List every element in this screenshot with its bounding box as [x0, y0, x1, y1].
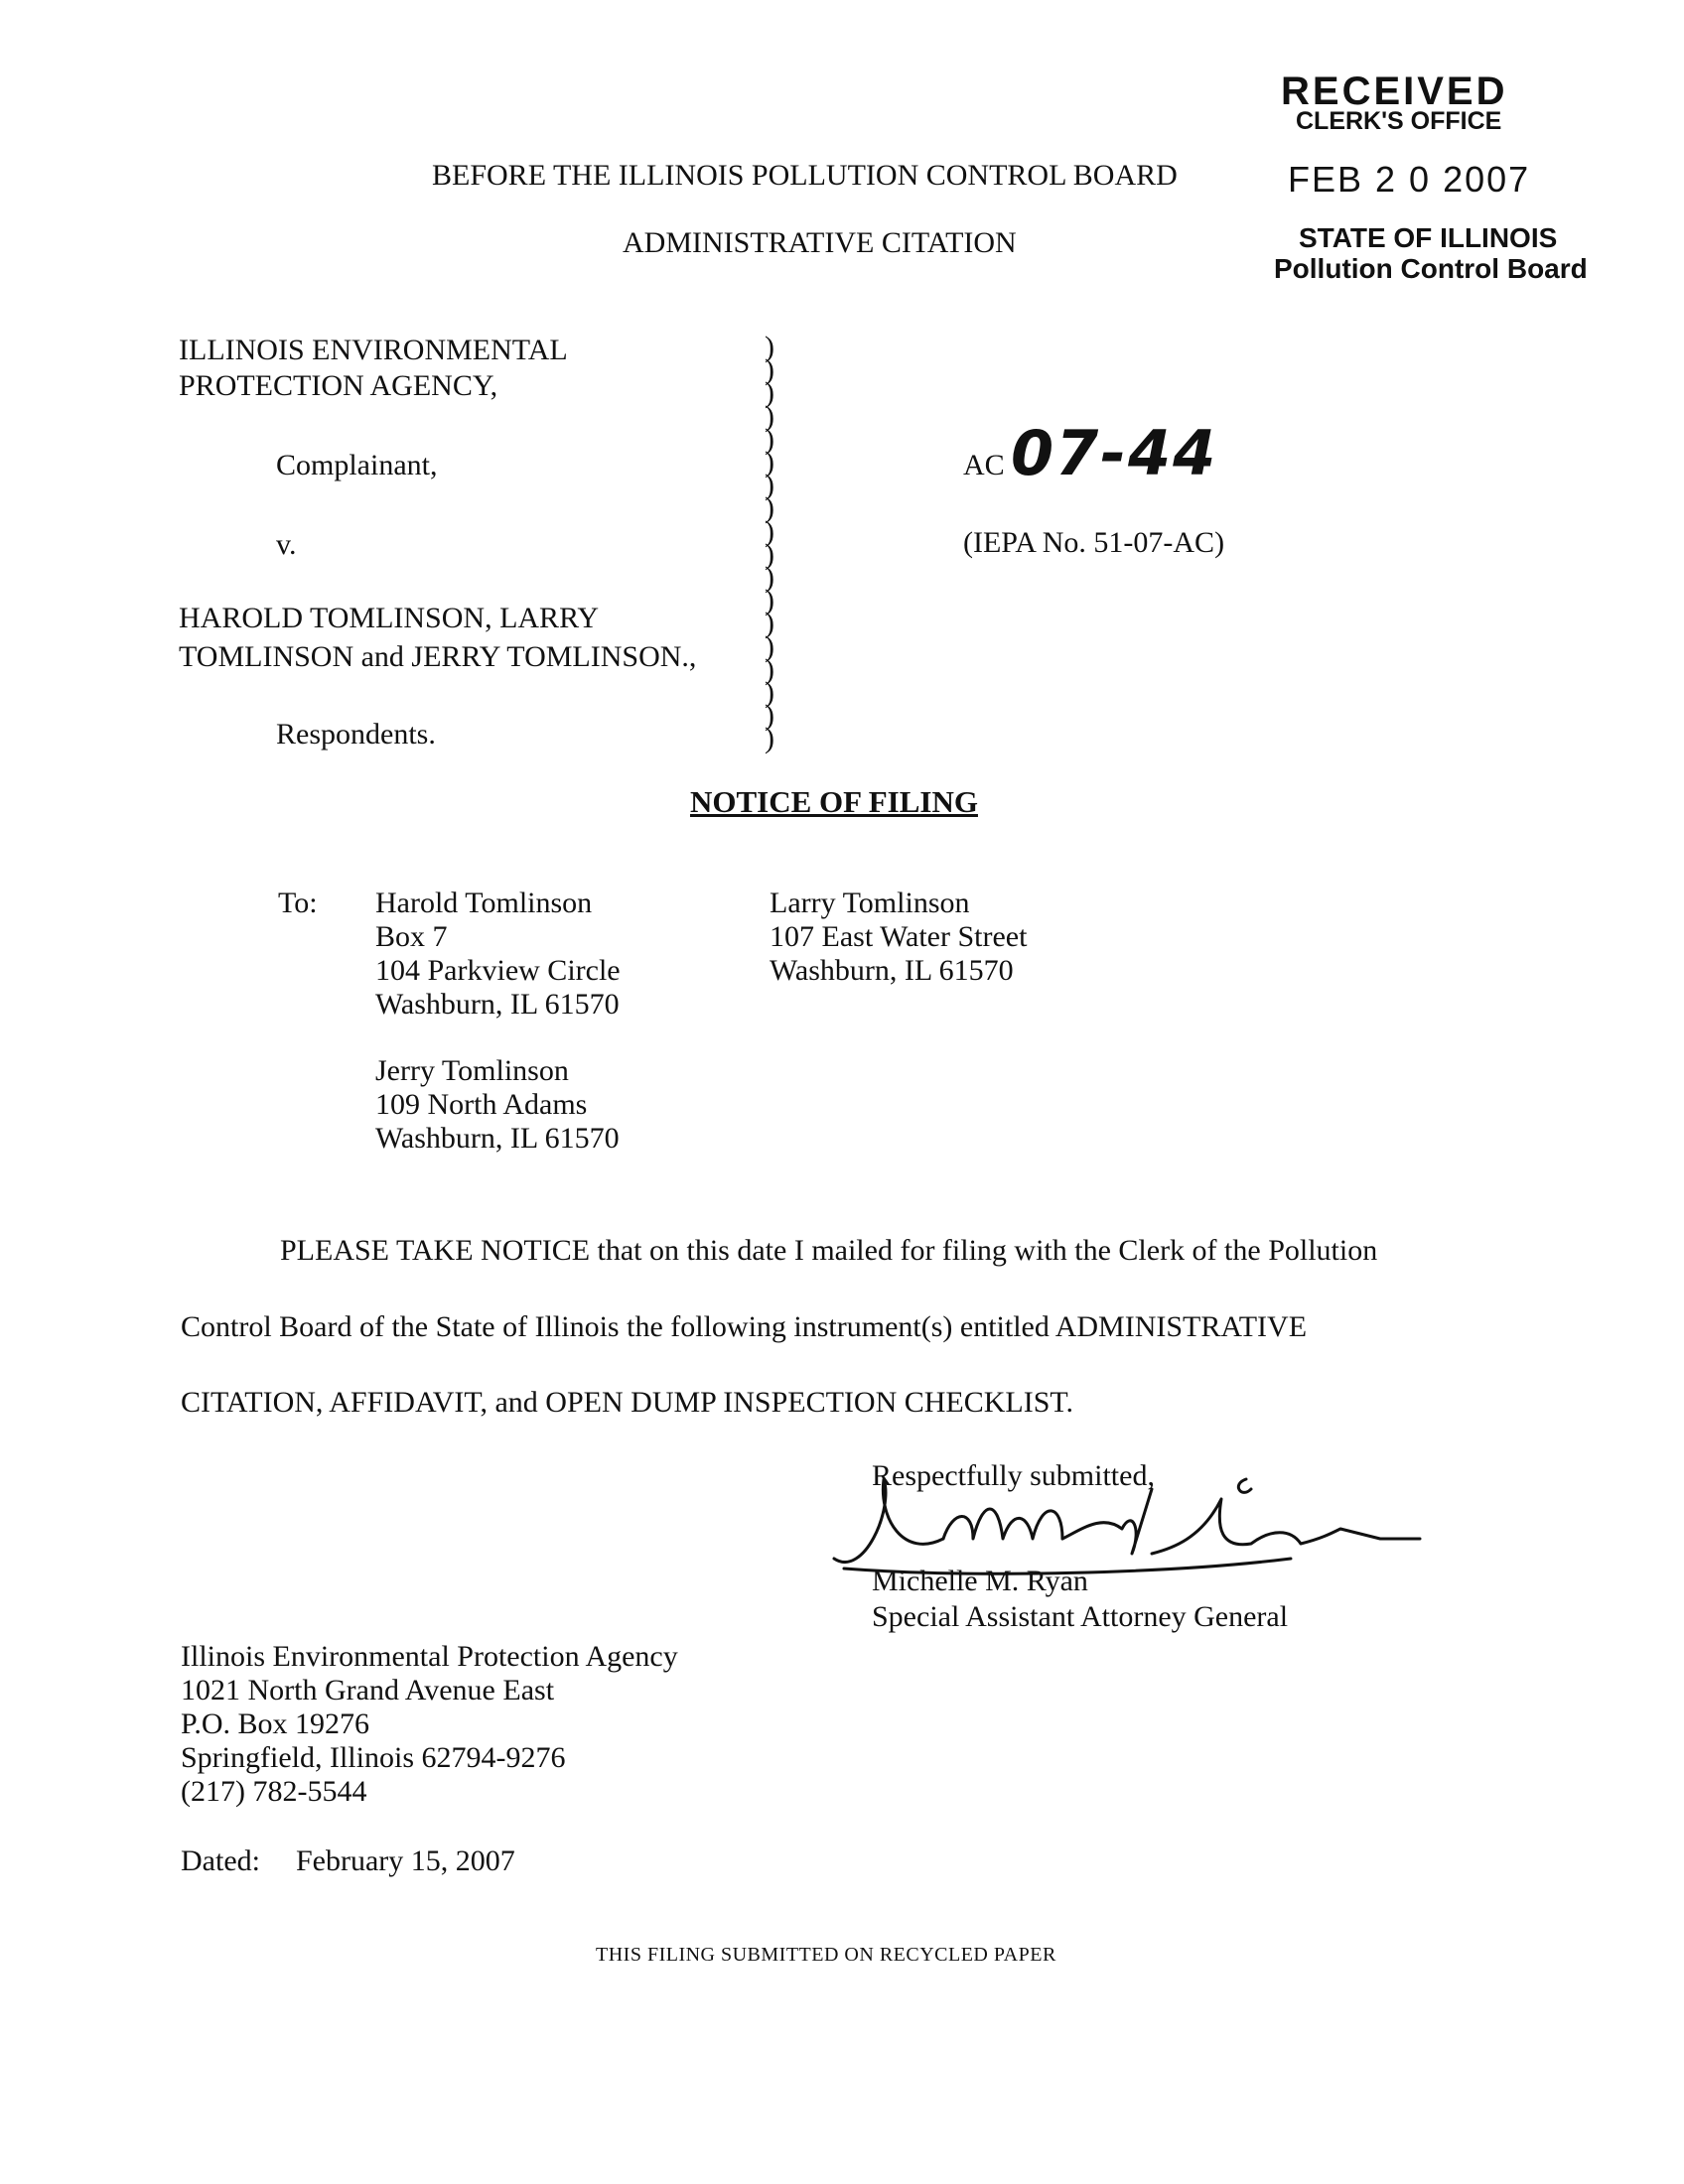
stamp-date: FEB 2 0 2007 [1288, 159, 1531, 200]
notice-line-2: Control Board of the State of Illinois the following instrument(s) entitled ADMINISTRATIVE [181, 1310, 1308, 1343]
agency-address-line: Springfield, Illinois 62794-9276 [181, 1741, 566, 1774]
dated-label: Dated: [181, 1844, 260, 1877]
paren: ) [765, 446, 774, 479]
stamp-state: STATE OF ILLINOIS [1299, 222, 1558, 253]
address-line: 109 North Adams [375, 1088, 588, 1121]
paren: ) [765, 699, 774, 733]
signature-stroke [943, 1509, 1062, 1539]
paren: ) [765, 561, 774, 595]
agency-address [181, 1640, 678, 1809]
iepa-number: (IEPA No. 51-07-AC) [963, 526, 1225, 559]
address-block-larry [770, 887, 1027, 988]
signer-title: Special Assistant Attorney General [872, 1600, 1289, 1633]
to-label: To: [278, 887, 318, 919]
paren: ) [765, 537, 774, 571]
address-block-jerry [375, 1054, 620, 1156]
paren: ) [765, 722, 774, 755]
address-line: Harold Tomlinson [375, 887, 593, 919]
paren: ) [765, 607, 774, 640]
citation-heading: ADMINISTRATIVE CITATION [623, 226, 1017, 259]
ac-number-handwritten: 07-44 [1011, 417, 1218, 489]
ac-prefix: AC [963, 449, 1005, 481]
respondent-name-line1: HAROLD TOMLINSON, LARRY [179, 602, 600, 634]
address-line: Washburn, IL 61570 [770, 954, 1014, 987]
notice-line-1: PLEASE TAKE NOTICE that on this date I mailed for filing with the Clerk of the Pollution [280, 1234, 1378, 1267]
signature-stroke [834, 1479, 943, 1563]
address-line: 104 Parkview Circle [375, 954, 621, 987]
address-line: Washburn, IL 61570 [375, 988, 620, 1021]
signature-stroke [1062, 1489, 1152, 1554]
respondent-name-line2: TOMLINSON and JERRY TOMLINSON., [179, 640, 697, 673]
agency-address-line: (217) 782-5544 [181, 1775, 367, 1808]
paren: ) [765, 629, 774, 663]
paren: ) [765, 584, 774, 617]
notice-line-3: CITATION, AFFIDAVIT, and OPEN DUMP INSPECTION CHECKLIST. [181, 1386, 1074, 1419]
versus-label: v. [276, 528, 297, 561]
address-line: Washburn, IL 61570 [375, 1122, 620, 1155]
stamp-clerks-office: CLERK'S OFFICE [1296, 107, 1502, 135]
signature-stroke [1238, 1479, 1251, 1492]
stamp-received: RECEIVED [1281, 69, 1508, 113]
address-line: Larry Tomlinson [770, 887, 970, 919]
complainant-label: Complainant, [276, 449, 438, 481]
agency-address-line: Illinois Environmental Protection Agency [181, 1640, 678, 1673]
paren: ) [765, 331, 774, 363]
paren: ) [765, 652, 774, 686]
stamp-board: Pollution Control Board [1274, 253, 1588, 284]
closing: Respectfully submitted, [872, 1459, 1155, 1492]
signer-name: Michelle M. Ryan [872, 1565, 1088, 1597]
paren: ) [765, 376, 774, 410]
agency-address-line: 1021 North Grand Avenue East [181, 1674, 555, 1706]
paren: ) [765, 514, 774, 548]
notice-title: NOTICE OF FILING [690, 784, 978, 819]
address-block-harold [375, 887, 621, 1022]
board-heading: BEFORE THE ILLINOIS POLLUTION CONTROL BOARD [432, 159, 1178, 192]
address-line: Jerry Tomlinson [375, 1054, 569, 1087]
paren: ) [765, 469, 774, 502]
paren: ) [765, 422, 774, 456]
paren: ) [765, 491, 774, 525]
paren-column [765, 331, 784, 755]
respondent-label: Respondents. [276, 718, 436, 751]
complainant-name-line1: ILLINOIS ENVIRONMENTAL [179, 334, 568, 366]
address-line: 107 East Water Street [770, 920, 1028, 953]
address-line: Box 7 [375, 920, 448, 953]
agency-address-line: P.O. Box 19276 [181, 1707, 370, 1740]
recycled-paper-footer: THIS FILING SUBMITTED ON RECYCLED PAPER [596, 1944, 1056, 1966]
signature-stroke [1152, 1499, 1420, 1554]
complainant-name-line2: PROTECTION AGENCY, [179, 369, 498, 402]
paren: ) [765, 353, 774, 387]
paren: ) [765, 676, 774, 710]
paren: ) [765, 399, 774, 433]
dated-value: February 15, 2007 [296, 1844, 515, 1877]
